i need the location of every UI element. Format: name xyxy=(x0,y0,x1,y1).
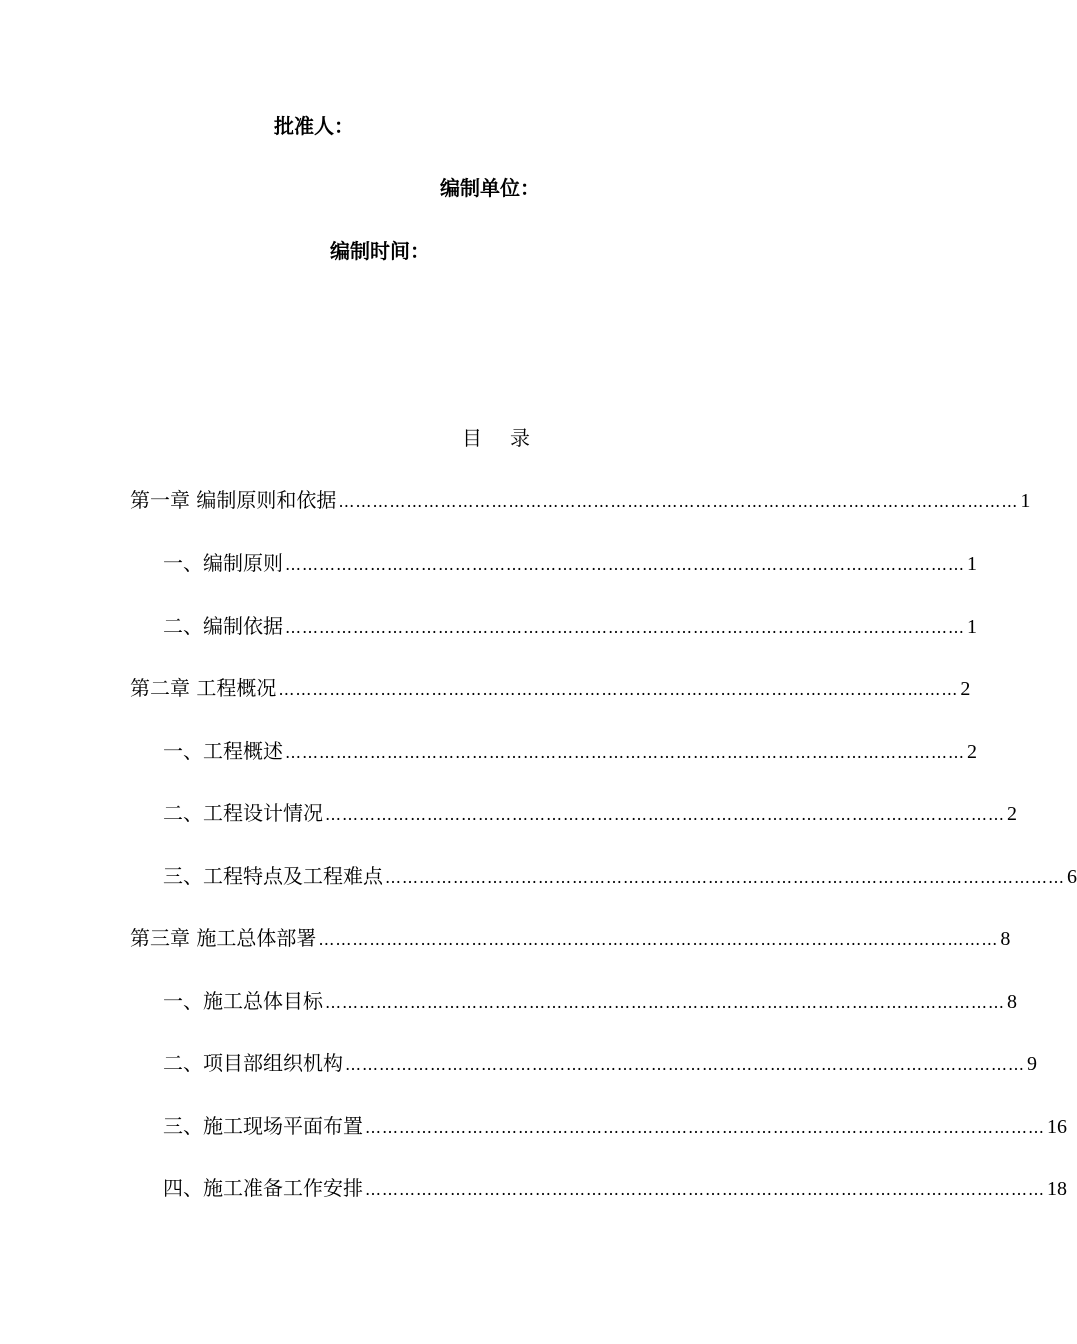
toc-page-number: 2 xyxy=(1007,803,1017,825)
toc-entry-text: 二、项目部组织机构 xyxy=(163,1051,343,1075)
toc-dot-leader: ………………………………………………………………………………………………………… xyxy=(285,743,965,762)
toc-entry[interactable] xyxy=(163,860,1077,892)
toc-dot-leader: ………………………………………………………………………………………………………… xyxy=(325,993,1005,1012)
toc-entry-text: 三、施工现场平面布置 xyxy=(163,1114,363,1138)
toc-entry-text: 二、编制依据 xyxy=(163,614,283,638)
toc-page-number: 1 xyxy=(967,553,977,575)
toc-entry[interactable] xyxy=(163,985,1017,1017)
compiling-unit-label: 编制单位： xyxy=(440,176,540,200)
toc-dot-leader: ………………………………………………………………………………………………………… xyxy=(365,1118,1045,1137)
toc-title: 目录 xyxy=(462,426,558,450)
toc-entry-text: 三、工程特点及工程难点 xyxy=(163,864,383,888)
toc-entry[interactable] xyxy=(130,922,1011,954)
toc-dot-leader: ………………………………………………………………………………………………………… xyxy=(365,1180,1045,1199)
toc-dot-leader: ………………………………………………………………………………………………………… xyxy=(318,930,999,949)
toc-dot-leader: ………………………………………………………………………………………………………… xyxy=(325,805,1005,824)
toc-page-number: 1 xyxy=(967,616,977,638)
toc-dot-leader: ………………………………………………………………………………………………………… xyxy=(285,618,965,637)
toc-page-number: 1 xyxy=(1020,490,1031,512)
toc-entry-text: 四、施工准备工作安排 xyxy=(163,1176,363,1200)
compiling-date-label: 编制时间： xyxy=(330,239,430,263)
toc-dot-leader: ………………………………………………………………………………………………………… xyxy=(385,868,1065,887)
toc-entry[interactable] xyxy=(163,547,977,579)
toc-entry[interactable] xyxy=(163,735,977,767)
toc-page-number: 8 xyxy=(1000,928,1011,950)
toc-entry[interactable] xyxy=(163,1172,1067,1204)
toc-page-number: 8 xyxy=(1007,991,1017,1013)
toc-page-number: 2 xyxy=(967,741,977,763)
toc-entry-text: 一、施工总体目标 xyxy=(163,989,323,1013)
toc-entry[interactable] xyxy=(130,672,971,704)
toc-page-number: 6 xyxy=(1067,866,1077,888)
toc-page-number: 16 xyxy=(1047,1116,1067,1138)
toc-dot-leader: ………………………………………………………………………………………………………… xyxy=(285,555,965,574)
toc-entry[interactable] xyxy=(163,610,977,642)
toc-dot-leader: ………………………………………………………………………………………………………… xyxy=(345,1055,1025,1074)
toc-page-number: 9 xyxy=(1027,1053,1037,1075)
toc-entry[interactable] xyxy=(130,484,1031,516)
toc-entry-text: 第一章 编制原则和依据 xyxy=(130,488,337,512)
toc-dot-leader: ………………………………………………………………………………………………………… xyxy=(338,492,1019,511)
toc-entry-text: 二、工程设计情况 xyxy=(163,801,323,825)
toc-page-number: 2 xyxy=(960,678,971,700)
toc-entry[interactable] xyxy=(163,1110,1067,1142)
toc-entry[interactable] xyxy=(163,797,1017,829)
approver-label: 批准人： xyxy=(274,114,354,138)
toc-entry-text: 一、编制原则 xyxy=(163,551,283,575)
toc-dot-leader: ………………………………………………………………………………………………………… xyxy=(278,680,959,699)
toc-entry-text: 第二章 工程概况 xyxy=(130,676,277,700)
toc-entry-text: 一、工程概述 xyxy=(163,739,283,763)
toc-page-number: 18 xyxy=(1047,1178,1067,1200)
toc-entry-text: 第三章 施工总体部署 xyxy=(130,926,317,950)
toc-entry[interactable] xyxy=(163,1047,1037,1079)
